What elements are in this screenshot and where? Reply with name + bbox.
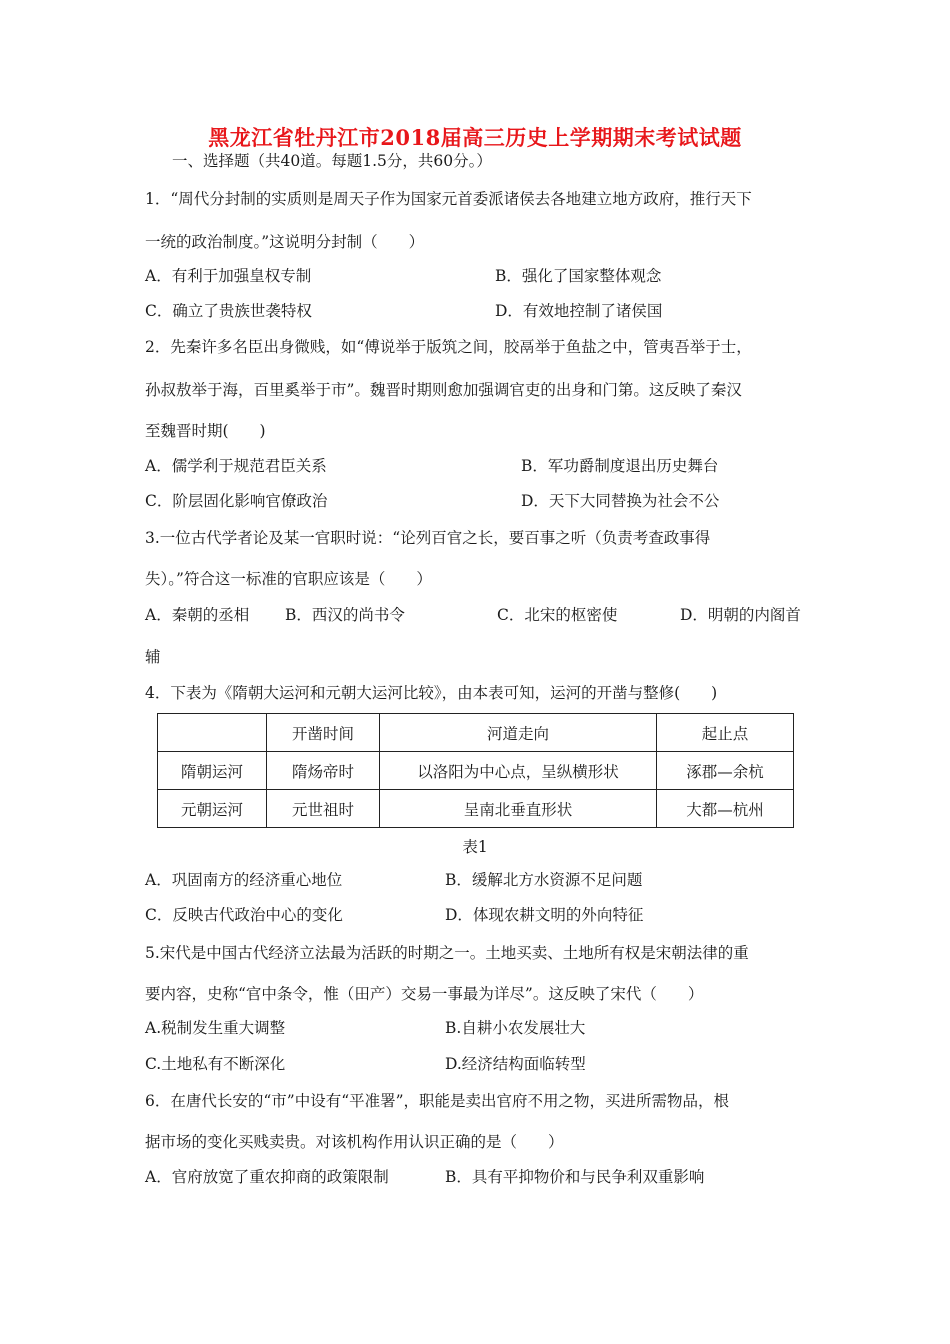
table-caption: 表1 — [462, 838, 488, 856]
q3-option-d-continued: 辅 — [145, 648, 161, 666]
q2-stem-line3: 至魏晋时期( ) — [145, 422, 266, 440]
q1-option-d: D．有效地控制了诸侯国 — [495, 302, 663, 320]
table-header-cell: 河道走向 — [380, 714, 657, 752]
table-cell: 隋朝运河 — [158, 752, 267, 790]
table-cell: 呈南北垂直形状 — [380, 790, 657, 828]
q1-option-c: C．确立了贵族世袭特权 — [145, 302, 312, 320]
q1-option-a: A．有利于加强皇权专制 — [145, 267, 312, 285]
q5-option-d: D.经济结构面临转型 — [445, 1055, 586, 1073]
q3-option-b: B．西汉的尚书令 — [285, 606, 405, 624]
table-cell: 元世祖时 — [267, 790, 380, 828]
table-cell: 大都—杭州 — [657, 790, 794, 828]
table-row — [158, 790, 794, 828]
q6-option-a: A．官府放宽了重农抑商的政策限制 — [145, 1168, 389, 1186]
table-cell: 涿郡—余杭 — [657, 752, 794, 790]
canal-comparison-table — [157, 713, 794, 828]
q5-stem-line2: 要内容，史称“官中条令，惟（田产）交易一事最为详尽”。这反映了宋代（ ） — [145, 985, 704, 1003]
q3-option-c: C．北宋的枢密使 — [497, 606, 618, 624]
q3-option-d: D．明朝的内阁首 — [680, 606, 801, 624]
q5-option-a: A.税制发生重大调整 — [145, 1019, 286, 1037]
q2-option-c: C．阶层固化影响官僚政治 — [145, 492, 328, 510]
q6-stem-line1: 6．在唐代长安的“市”中设有“平准署”，职能是卖出官府不用之物，买进所需物品，根 — [145, 1092, 730, 1110]
table-cell: 以洛阳为中心点，呈纵横形状 — [380, 752, 657, 790]
q3-stem-line2: 失）。”符合这一标准的官职应该是（ ） — [145, 570, 432, 588]
q2-option-d: D．天下大同替换为社会不公 — [521, 492, 720, 510]
q3-stem-line1: 3.一位古代学者论及某一官职时说：“论列百官之长，要百事之听（负责考查政事得 — [145, 529, 711, 547]
q1-option-b: B．强化了国家整体观念 — [495, 267, 662, 285]
q4-option-a: A．巩固南方的经济重心地位 — [145, 871, 343, 889]
q6-stem-line2: 据市场的变化买贱卖贵。对该机构作用认识正确的是（ ） — [145, 1133, 564, 1151]
table-cell: 元朝运河 — [158, 790, 267, 828]
q4-option-c: C．反映古代政治中心的变化 — [145, 906, 343, 924]
section-heading: 一、选择题（共40道。每题1.5分，共60分。） — [172, 152, 492, 170]
q2-stem-line1: 2．先秦许多名臣出身微贱，如“傅说举于版筑之间，胶鬲举于鱼盐之中，管夷吾举于士， — [145, 338, 752, 356]
q4-option-b: B．缓解北方水资源不足问题 — [445, 871, 643, 889]
q4-stem-line1: 4．下表为《隋朝大运河和元朝大运河比较》，由本表可知，运河的开凿与整修( ) — [145, 684, 718, 702]
table-header-cell: 起止点 — [657, 714, 794, 752]
q1-stem-line2: 一统的政治制度。”这说明分封制（ ） — [145, 233, 425, 251]
q2-option-b: B．军功爵制度退出历史舞台 — [521, 457, 719, 475]
q4-option-d: D．体现农耕文明的外向特征 — [445, 906, 644, 924]
q3-option-a: A．秦朝的丞相 — [145, 606, 250, 624]
table-header-row — [158, 714, 794, 752]
table-header-cell — [158, 714, 267, 752]
q5-stem-line1: 5.宋代是中国古代经济立法最为活跃的时期之一。土地买卖、土地所有权是宋朝法律的重 — [145, 944, 749, 962]
table-cell: 隋炀帝时 — [267, 752, 380, 790]
document-title: 黑龙江省牡丹江市2018届高三历史上学期期末考试试题 — [208, 125, 742, 150]
q2-stem-line2: 孙叔敖举于海，百里奚举于市”。魏晋时期则愈加强调官吏的出身和门第。这反映了秦汉 — [145, 381, 742, 399]
table-header-cell: 开凿时间 — [267, 714, 380, 752]
q2-option-a: A．儒学利于规范君臣关系 — [145, 457, 327, 475]
table-row — [158, 752, 794, 790]
q5-option-c: C.土地私有不断深化 — [145, 1055, 286, 1073]
q6-option-b: B．具有平抑物价和与民争利双重影响 — [445, 1168, 705, 1186]
q5-option-b: B.自耕小农发展壮大 — [445, 1019, 586, 1037]
q1-stem-line1: 1．“周代分封制的实质则是周天子作为国家元首委派诸侯去各地建立地方政府，推行天下 — [145, 190, 752, 208]
